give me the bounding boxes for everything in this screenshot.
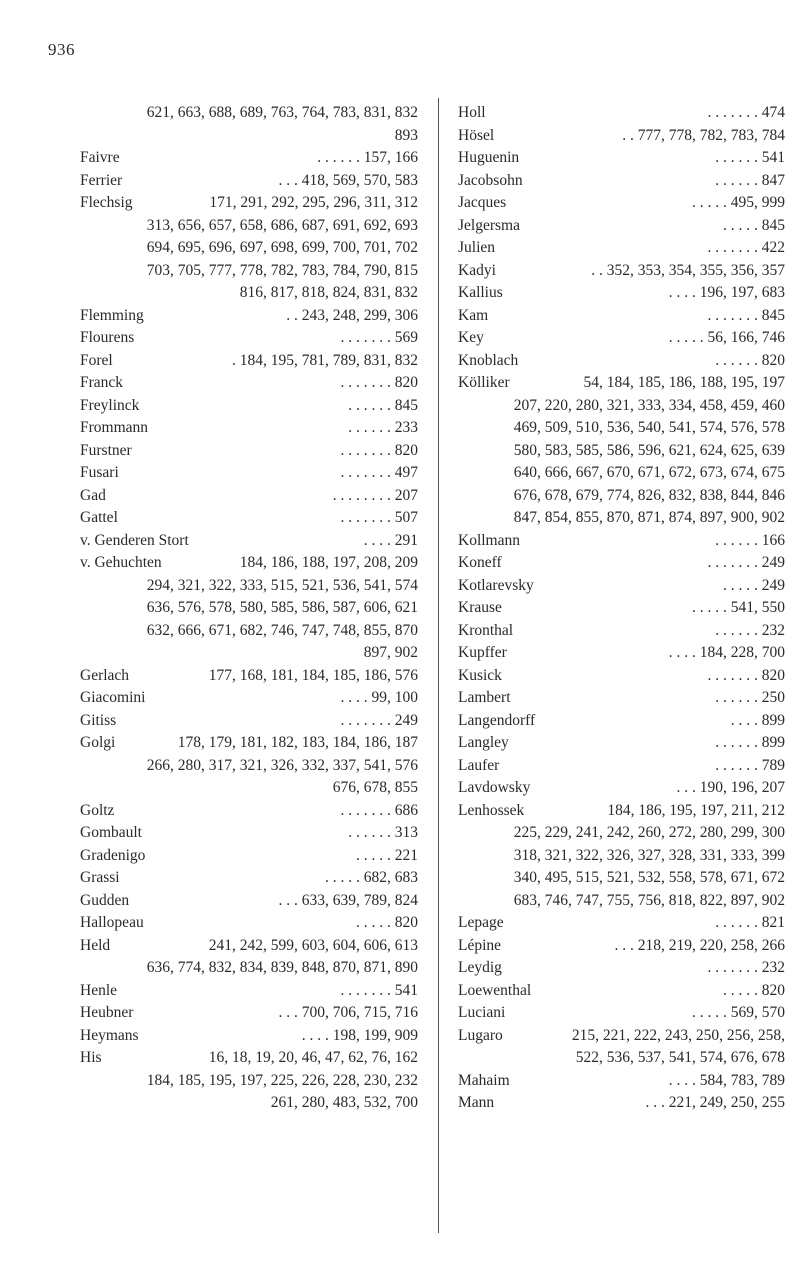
index-entry	[80, 305, 418, 328]
entry-pages-continued: 847, 854, 855, 870, 871, 874, 897, 900, 902	[513, 509, 785, 526]
index-entry	[458, 530, 785, 553]
entry-pages: . . . 700, 706, 715, 716	[278, 1004, 418, 1021]
entry-name: Held	[80, 936, 111, 954]
entry-name: Forel	[80, 351, 113, 369]
entry-name: Fusari	[80, 464, 119, 481]
index-entry	[80, 440, 418, 463]
entry-pages: . . . . . 682, 683	[325, 869, 418, 886]
index-entry	[458, 260, 785, 283]
entry-name: Knoblach	[458, 351, 519, 369]
entry-name: Gerlach	[80, 666, 130, 684]
entry-pages: . . . . . 221	[356, 846, 418, 864]
entry-name: Lenhossek	[458, 801, 525, 819]
entry-name: Langley	[458, 734, 509, 751]
entry-name: Goltz	[80, 801, 115, 819]
entry-name: Jacques	[458, 194, 507, 211]
index-entry	[458, 1002, 785, 1025]
entry-name: Jacobsohn	[458, 171, 523, 189]
entry-pages: . . . . . . 157, 166	[317, 149, 418, 166]
index-entry	[458, 687, 785, 710]
entry-name: Grassi	[80, 869, 120, 886]
entry-pages: . . . . . 569, 570	[692, 1004, 785, 1021]
entry-name: His	[80, 1049, 102, 1066]
entry-pages: . . . 218, 219, 220, 258, 266	[614, 936, 785, 954]
entry-name: Kusick	[458, 666, 502, 684]
entry-name: Mann	[458, 1094, 495, 1111]
index-entry	[458, 215, 785, 238]
entry-pages: . . . . . . . 497	[340, 464, 418, 481]
index-column-right	[458, 102, 785, 1115]
index-entry	[458, 912, 785, 935]
entry-pages: . . . . . . . 422	[707, 239, 785, 256]
index-entry	[80, 102, 418, 147]
index-entry	[80, 395, 418, 418]
entry-pages: . . . . . . 541	[715, 149, 785, 166]
index-entry	[80, 912, 418, 935]
entry-pages: . . . . . . . 249	[340, 711, 418, 729]
index-entry	[458, 125, 785, 148]
entry-name: Furstner	[80, 441, 132, 459]
index-entry	[80, 687, 418, 710]
index-entry	[80, 665, 418, 688]
entry-pages: . 184, 195, 781, 789, 831, 832	[232, 351, 418, 369]
index-entry	[458, 192, 785, 215]
entry-name: Flemming	[80, 306, 144, 324]
index-entry	[458, 957, 785, 980]
entry-name: Laufer	[458, 756, 500, 774]
entry-pages-continued: 266, 280, 317, 321, 326, 332, 337, 541, 576	[146, 756, 418, 774]
entry-name: Gattel	[80, 509, 118, 526]
index-entry	[458, 102, 785, 125]
entry-pages-continued: 640, 666, 667, 670, 671, 672, 673, 674, 675	[513, 464, 785, 481]
entry-name: Kupffer	[458, 644, 507, 661]
entry-pages: . . . . . . . 541	[340, 981, 418, 999]
index-entry	[458, 620, 785, 643]
entry-name: Gudden	[80, 891, 130, 909]
entry-name: Holl	[458, 104, 486, 121]
entry-pages: . . . . . . . 569	[340, 329, 418, 346]
index-entry	[458, 350, 785, 373]
entry-name: Gombault	[80, 824, 142, 841]
index-entry	[80, 822, 418, 845]
index-entry	[458, 372, 785, 530]
index-entry	[80, 350, 418, 373]
entry-pages: . . 243, 248, 299, 306	[286, 306, 418, 324]
index-entry	[80, 1047, 418, 1115]
index-entry	[80, 890, 418, 913]
entry-pages-continued: 522, 536, 537, 541, 574, 676, 678	[575, 1049, 785, 1066]
index-entry	[458, 1070, 785, 1093]
entry-name: Key	[458, 329, 484, 346]
entry-pages: . . 352, 353, 354, 355, 356, 357	[591, 261, 785, 279]
entry-pages: . . . . . . . 249	[707, 554, 785, 571]
entry-pages: . . . . 99, 100	[340, 689, 418, 706]
entry-name: Koneff	[458, 554, 502, 571]
entry-pages: . . . . . 820	[356, 914, 418, 931]
column-divider	[438, 98, 439, 1233]
entry-name: Kam	[458, 306, 489, 324]
entry-name: Franck	[80, 374, 124, 391]
index-entry	[80, 507, 418, 530]
index-entry	[80, 710, 418, 733]
index-entry	[458, 777, 785, 800]
index-entry	[80, 732, 418, 800]
entry-name: Langendorff	[458, 711, 536, 729]
index-column-left	[80, 102, 418, 1115]
entry-name: Lugaro	[458, 1026, 503, 1044]
entry-name: Kölliker	[458, 374, 510, 391]
entry-pages-continued: 261, 280, 483, 532, 700	[270, 1094, 418, 1111]
entry-pages: . . . . 196, 197, 683	[668, 284, 785, 301]
entry-pages: . . . . . . . 820	[340, 441, 418, 459]
entry-pages: 184, 186, 195, 197, 211, 212	[607, 801, 785, 819]
entry-pages: 621, 663, 688, 689, 763, 764, 783, 831, 832	[146, 104, 418, 121]
entry-name: Giacomini	[80, 689, 146, 706]
entry-name: Kadyi	[458, 261, 496, 279]
index-entry	[458, 935, 785, 958]
entry-name: Kronthal	[458, 621, 514, 639]
entry-pages-continued: 580, 583, 585, 586, 596, 621, 624, 625, 639	[513, 441, 785, 459]
index-entry	[458, 755, 785, 778]
entry-name: Loewenthal	[458, 981, 532, 999]
entry-pages-continued: 632, 666, 671, 682, 746, 747, 748, 855, 870	[146, 621, 418, 639]
entry-pages-continued: 683, 746, 747, 755, 756, 818, 822, 897, 902	[513, 891, 785, 909]
entry-pages-continued: 893	[394, 126, 418, 144]
entry-pages: . . . . . . . 232	[707, 959, 785, 976]
index-entry	[80, 372, 418, 395]
index-entry	[80, 980, 418, 1003]
entry-pages: . . . . . . 250	[715, 689, 785, 706]
entry-name: Kotlarevsky	[458, 576, 534, 594]
index-entry	[80, 462, 418, 485]
entry-name: Gad	[80, 486, 106, 504]
index-entry	[80, 485, 418, 508]
index-entry	[80, 552, 418, 665]
page-number: 936	[48, 40, 75, 59]
entry-pages-continued: 897, 902	[363, 644, 418, 661]
entry-name: Faivre	[80, 149, 120, 166]
entry-pages: 171, 291, 292, 295, 296, 311, 312	[209, 194, 418, 211]
entry-name: Lambert	[458, 689, 511, 706]
entry-pages-continued: 676, 678, 679, 774, 826, 832, 838, 844, 846	[513, 486, 785, 504]
entry-pages: . . . . . . 847	[715, 171, 785, 189]
entry-pages-continued: 694, 695, 696, 697, 698, 699, 700, 701, 702	[146, 239, 418, 256]
entry-pages-continued: 318, 321, 322, 326, 327, 328, 331, 333, 399	[513, 846, 785, 864]
entry-name: Freylinck	[80, 396, 140, 414]
entry-pages: . . . . 291	[363, 531, 418, 549]
entry-pages: . . . . . . 233	[348, 419, 418, 436]
entry-name: Leydig	[458, 959, 502, 976]
entry-name: Flourens	[80, 329, 135, 346]
entry-pages: . . . . . . 232	[715, 621, 785, 639]
entry-pages: . . . . . . 820	[715, 351, 785, 369]
entry-name: v. Genderen Stort	[80, 531, 189, 549]
entry-pages: . . . . . 541, 550	[692, 599, 785, 616]
entry-name: Krause	[458, 599, 502, 616]
entry-pages-continued: 469, 509, 510, 536, 540, 541, 574, 576, 578	[513, 419, 785, 436]
index-entry	[80, 170, 418, 193]
entry-pages: . . . . . . 845	[348, 396, 418, 414]
entry-pages: . . 777, 778, 782, 783, 784	[622, 126, 785, 144]
entry-pages: 241, 242, 599, 603, 604, 606, 613	[208, 936, 418, 954]
index-entry	[458, 597, 785, 620]
index-entry	[80, 147, 418, 170]
entry-pages: . . . . . . . 686	[340, 801, 418, 819]
entry-pages: . . . . . 495, 999	[692, 194, 785, 211]
index-entry	[458, 552, 785, 575]
entry-pages: . . . . . . 821	[715, 914, 785, 931]
entry-name: Henle	[80, 981, 118, 999]
entry-name: Frommann	[80, 419, 149, 436]
entry-pages: . . . . . . . 820	[340, 374, 418, 391]
index-entry	[80, 1025, 418, 1048]
entry-pages-continued: 636, 774, 832, 834, 839, 848, 870, 871, 890	[146, 959, 418, 976]
index-entry	[458, 1025, 785, 1070]
entry-name: Hösel	[458, 126, 495, 144]
entry-pages: 215, 221, 222, 243, 250, 256, 258,	[571, 1026, 785, 1044]
entry-name: Flechsig	[80, 194, 133, 211]
entry-pages-continued: 184, 185, 195, 197, 225, 226, 228, 230, 232	[146, 1071, 418, 1089]
entry-name: Lepage	[458, 914, 504, 931]
entry-pages-continued: 703, 705, 777, 778, 782, 783, 784, 790, 815	[146, 261, 418, 279]
entry-pages: 178, 179, 181, 182, 183, 184, 186, 187	[177, 734, 418, 751]
entry-pages: . . . . 899	[730, 711, 785, 729]
entry-pages: . . . . . 56, 166, 746	[668, 329, 785, 346]
index-entry	[80, 192, 418, 305]
entry-pages: . . . . . . . 820	[707, 666, 785, 684]
entry-pages: . . . 633, 639, 789, 824	[278, 891, 418, 909]
entry-pages: . . . . . . 313	[348, 824, 418, 841]
entry-pages: . . . . 584, 783, 789	[668, 1071, 785, 1089]
entry-name: Ferrier	[80, 171, 123, 189]
entry-pages-continued: 816, 817, 818, 824, 831, 832	[239, 284, 418, 301]
entry-pages: . . . . . . . . 207	[332, 486, 418, 504]
index-entry	[80, 935, 418, 980]
entry-pages: . . . 418, 569, 570, 583	[278, 171, 418, 189]
index-entry	[458, 1092, 785, 1115]
index-entry	[80, 327, 418, 350]
index-entry	[80, 867, 418, 890]
entry-pages: . . . . . . 899	[715, 734, 785, 751]
entry-name: Gitiss	[80, 711, 117, 729]
entry-name: Golgi	[80, 734, 116, 751]
index-entry	[458, 642, 785, 665]
index-entry	[458, 980, 785, 1003]
entry-pages: . . . . . 820	[723, 981, 785, 999]
entry-pages: 184, 186, 188, 197, 208, 209	[239, 554, 418, 571]
entry-name: Jelgersma	[458, 216, 520, 234]
entry-name: Lavdowsky	[458, 779, 531, 796]
entry-pages: . . . . 198, 199, 909	[301, 1026, 418, 1044]
index-entry	[458, 305, 785, 328]
entry-name: Kollmann	[458, 531, 520, 549]
entry-pages: . . . . . . . 845	[707, 306, 785, 324]
entry-pages: . . . . . . . 507	[340, 509, 418, 526]
index-entry	[458, 147, 785, 170]
index-entry	[80, 1002, 418, 1025]
entry-pages-continued: 313, 656, 657, 658, 686, 687, 691, 692, 693	[146, 216, 418, 234]
entry-pages-continued: 636, 576, 578, 580, 585, 586, 587, 606, 621	[146, 599, 418, 616]
index-entry	[80, 530, 418, 553]
index-entry	[458, 575, 785, 598]
entry-pages-continued: 340, 495, 515, 521, 532, 558, 578, 671, 672	[513, 869, 785, 886]
entry-pages-continued: 294, 321, 322, 333, 515, 521, 536, 541, 574	[146, 576, 418, 594]
index-entry	[80, 800, 418, 823]
entry-name: Hallopeau	[80, 914, 144, 931]
entry-pages: . . . . . . 166	[715, 531, 785, 549]
entry-name: Lépine	[458, 936, 502, 954]
index-entry	[80, 417, 418, 440]
entry-pages-continued: 676, 678, 855	[332, 779, 418, 796]
entry-pages: . . . . . 845	[723, 216, 785, 234]
index-entry	[458, 800, 785, 913]
entry-pages: 16, 18, 19, 20, 46, 47, 62, 76, 162	[208, 1049, 418, 1066]
entry-pages: . . . . . . 789	[715, 756, 785, 774]
entry-pages-continued: 225, 229, 241, 242, 260, 272, 280, 299, 300	[513, 824, 785, 841]
entry-name: Luciani	[458, 1004, 506, 1021]
entry-pages: . . . 221, 249, 250, 255	[645, 1094, 785, 1111]
index-entry	[458, 237, 785, 260]
entry-name: Heymans	[80, 1026, 139, 1044]
entry-pages: . . . . . 249	[723, 576, 785, 594]
entry-pages: 177, 168, 181, 184, 185, 186, 576	[208, 666, 418, 684]
entry-pages: . . . . 184, 228, 700	[668, 644, 785, 661]
index-entry	[80, 845, 418, 868]
entry-name: Mahaim	[458, 1071, 510, 1089]
entry-pages-continued: 207, 220, 280, 321, 333, 334, 458, 459, 460	[513, 396, 785, 414]
entry-pages: . . . . . . . 474	[707, 104, 785, 121]
entry-name: Kallius	[458, 284, 503, 301]
entry-name: v. Gehuchten	[80, 554, 162, 571]
entry-name: Gradenigo	[80, 846, 146, 864]
entry-name: Julien	[458, 239, 496, 256]
index-entry	[458, 665, 785, 688]
index-entry	[458, 327, 785, 350]
entry-pages: 54, 184, 185, 186, 188, 195, 197	[583, 374, 785, 391]
index-entry	[458, 732, 785, 755]
index-entry	[458, 282, 785, 305]
entry-name: Heubner	[80, 1004, 134, 1021]
entry-pages: . . . 190, 196, 207	[676, 779, 785, 796]
entry-name: Huguenin	[458, 149, 520, 166]
index-entry	[458, 710, 785, 733]
index-entry	[458, 170, 785, 193]
